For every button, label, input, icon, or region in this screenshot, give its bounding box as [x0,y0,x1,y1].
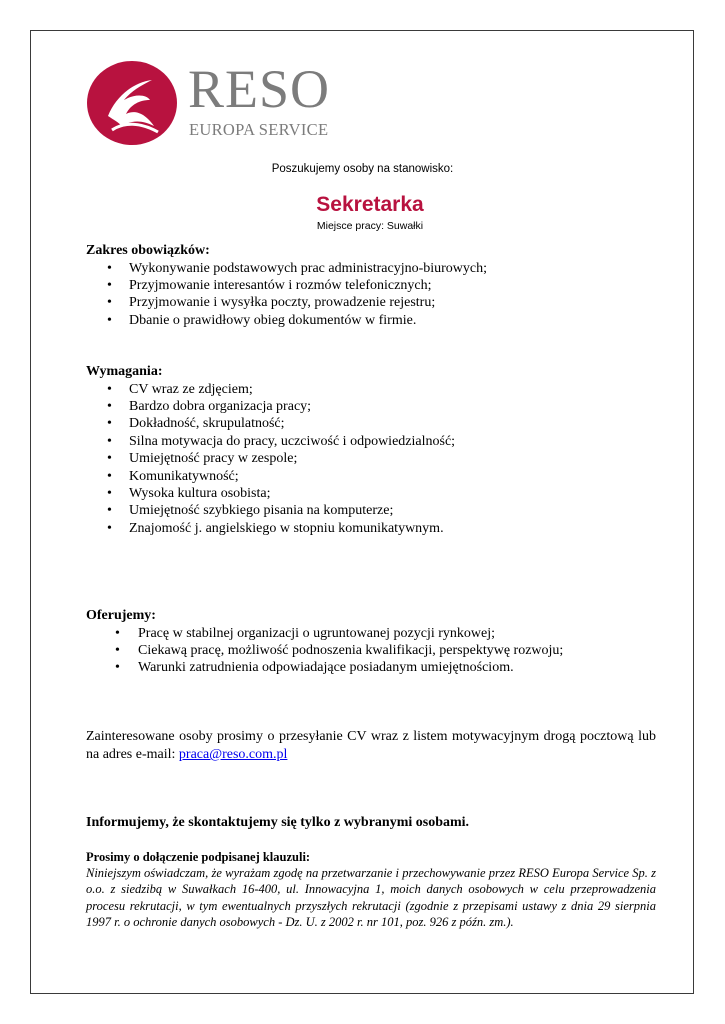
clause-title: Prosimy o dołączenie podpisanej klauzuli: [86,850,311,864]
list-item: • Umiejętność szybkiego pisania na komputerze; [86,502,666,519]
application-text: Zainteresowane osoby prosimy o przesyłanie CV wraz z listem motywacyjnym drogą pocztową lub na adres e-mail: [86,729,656,762]
position-title: Sekretarka [316,193,424,216]
reso-mark-icon [86,60,178,146]
list-item: • Znajomość j. angielskiego w stopniu komunikatywnym. [86,520,666,537]
duties-list [86,260,666,330]
list-item: • Komunikatywność; [86,468,666,485]
contact-notice: Informujemy, że skontaktujemy się tylko z wybranymi osobami. [86,815,470,830]
requirements-heading: Wymagania: [86,364,163,379]
list-item: • Dbanie o prawidłowy obieg dokumentów w firmie. [86,312,666,329]
duties-section [86,242,666,329]
offer-list [86,625,666,677]
list-item: • Wysoka kultura osobista; [86,485,666,502]
requirements-section [86,363,666,537]
list-item: • Pracę w stabilnej organizacji o ugruntowanej pozycji rynkowej; [86,625,666,642]
list-item: • Wykonywanie podstawowych prac administracyjno-biurowych; [86,260,666,277]
offer-section [86,607,666,677]
list-item: • Bardzo dobra organizacja pracy; [86,398,666,415]
logo-subtitle-text: EUROPA SERVICE [189,120,329,139]
company-logo [86,60,346,146]
requirements-list [86,381,666,538]
intro-text: Poszukujemy osoby na stanowisko: [271,163,454,175]
application-paragraph [86,728,656,764]
consent-clause [86,849,656,930]
list-item: • Umiejętność pracy w zespole; [86,450,666,467]
list-item: • Silna motywacja do pracy, uczciwość i odpowiedzialność; [86,433,666,450]
logo-brand-text: RESO [188,59,331,119]
list-item: • Ciekawą pracę, możliwość podnoszenia kwalifikacji, perspektywę rozwoju; [86,642,666,659]
list-item: • Dokładność, skrupulatność; [86,415,666,432]
duties-heading: Zakres obowiązków: [86,243,210,258]
clause-body: Niniejszym oświadczam, że wyrażam zgodę na przetwarzanie i przechowywanie przez RESO Europa Service Sp. z o.o. z siedzibą w Suwałkach 16-400, ul. Innowacyjna 1, moich danych osobowych w celu przeprowadzenia procesu rekrutacji, w tym ewentualnych przyszłych rekrutacji (zgodnie z przepisami ustawy z dnia 29 sierpnia 1997 r. o ochronie danych osobowych - Dz. U. z 2002 r. nr 101, poz. 926 z późn. zm.). [86,866,656,929]
list-item: • CV wraz ze zdjęciem; [86,381,666,398]
offer-heading: Oferujemy: [86,608,156,623]
position-location: Miejsce pracy: Suwałki [316,220,424,232]
list-item: • Przyjmowanie interesantów i rozmów telefonicznych; [86,277,666,294]
list-item: • Warunki zatrudnienia odpowiadające posiadanym umiejętnościom. [86,659,666,676]
email-link[interactable]: praca@reso.com.pl [178,747,288,762]
list-item: • Przyjmowanie i wysyłka poczty, prowadzenie rejestru; [86,294,666,311]
